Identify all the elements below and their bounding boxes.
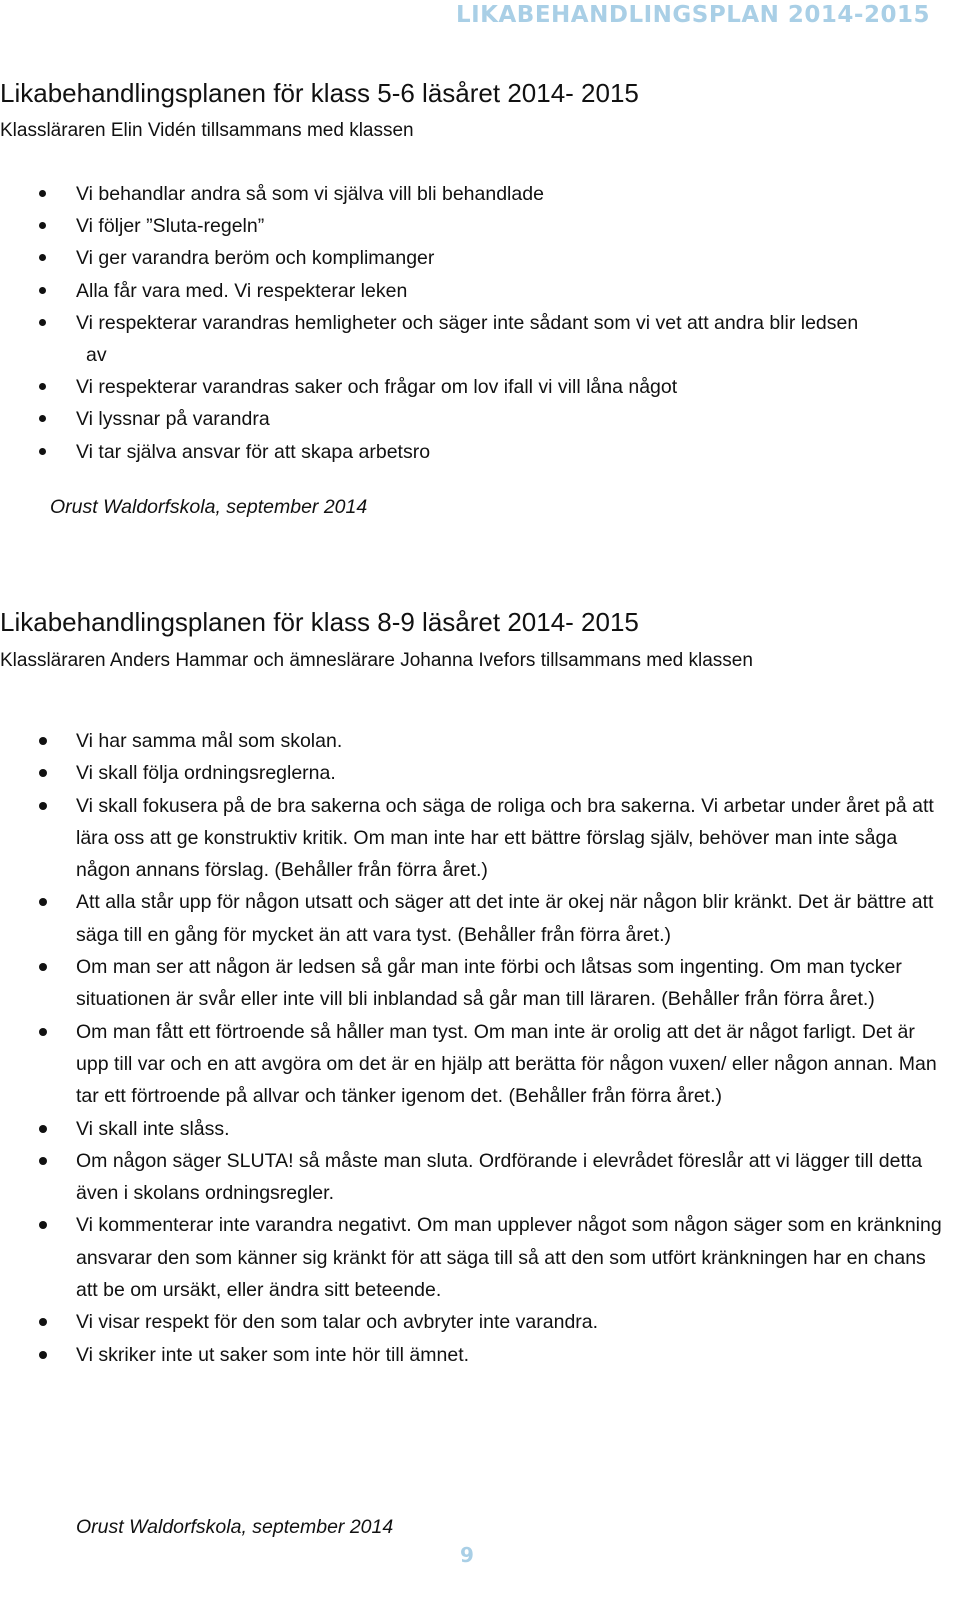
list-item: Om man ser att någon är ledsen så går man inte förbi och låtsas som ingenting. Om man tycker situationen är svår eller inte vill bli inblandad så går man till läraren. (Behåller från förra året.) xyxy=(76,951,946,1016)
list-item: Att alla står upp för någon utsatt och säger att det inte är okej när någon blir kränkt. Det är bättre att säga till en gång för mycket än att vara tyst. (Behåller från förra året.) xyxy=(76,886,946,951)
bullet-icon xyxy=(39,1028,47,1036)
list-item: Alla får vara med. Vi respekterar leken xyxy=(76,275,936,307)
bullet-icon xyxy=(39,1221,47,1229)
bullet-icon xyxy=(39,769,47,777)
list-item: Vi följer ”Sluta-regeln” xyxy=(76,210,936,242)
list-item: Vi visar respekt för den som talar och avbryter inte varandra. xyxy=(76,1306,946,1338)
bullet-icon xyxy=(39,1125,47,1133)
list-item: Vi skall fokusera på de bra sakerna och säga de roliga och bra sakerna. Vi arbetar under året på att lära oss att ge konstruktiv kritik. Om man inte har ett bättre förslag själv, behöver man inte såga någon annans förslag. (Behåller från förra året.) xyxy=(76,790,946,887)
list-item: Om man fått ett förtroende så håller man tyst. Om man inte är orolig att det är något farligt. Det är upp till var och en att avgöra om det är en hjälp att berätta för någon vuxen/ eller någon annan. Man tar ett förtroende på allvar och tänker igenom det. (Behåller från förra året.) xyxy=(76,1016,946,1113)
section1-heading: Likabehandlingsplanen för klass 5-6 läsåret 2014- 2015 xyxy=(0,78,639,108)
list-item: Vi behandlar andra så som vi själva vill bli behandlade xyxy=(76,178,936,210)
list-item: Vi kommenterar inte varandra negativt. Om man upplever något som någon säger som en kränkning ansvarar den som känner sig kränkt för att säga till så att den som utfört kränkningen har en chans att be om ursäkt, eller ändra sitt beteende. xyxy=(76,1209,946,1306)
bullet-icon xyxy=(39,448,46,455)
section1-list xyxy=(76,178,936,468)
section2-heading: Likabehandlingsplanen för klass 8-9 läsåret 2014- 2015 xyxy=(0,607,639,637)
bullet-icon xyxy=(39,190,46,197)
section1-signature: Orust Waldorfskola, september 2014 xyxy=(50,496,368,518)
page-header-title: LIKABEHANDLINGSPLAN 2014-2015 xyxy=(455,2,930,28)
bullet-icon xyxy=(39,802,47,810)
bullet-icon xyxy=(39,1157,47,1165)
bullet-icon xyxy=(39,415,46,422)
list-item: Vi respekterar varandras hemligheter och säger inte sådant som vi vet att andra blir ledsen av xyxy=(76,307,936,371)
bullet-icon xyxy=(39,737,47,745)
list-item: Vi har samma mål som skolan. xyxy=(76,725,946,757)
page-number: 9 xyxy=(460,1543,474,1567)
section2-signature: Orust Waldorfskola, september 2014 xyxy=(76,1516,394,1538)
bullet-icon xyxy=(39,319,46,326)
section2-subheading: Klassläraren Anders Hammar och ämneslärare Johanna Ivefors tillsammans med klassen xyxy=(0,650,753,671)
bullet-icon xyxy=(39,222,46,229)
list-item: Vi skall följa ordningsreglerna. xyxy=(76,757,946,789)
list-item-wrap-text: av xyxy=(86,344,107,367)
list-item: Vi respekterar varandras saker och frågar om lov ifall vi vill låna något xyxy=(76,371,936,403)
bullet-icon xyxy=(39,254,46,261)
list-item: Vi skall inte slåss. xyxy=(76,1113,946,1145)
bullet-icon xyxy=(39,898,47,906)
bullet-icon xyxy=(39,1318,47,1326)
list-item: Vi ger varandra beröm och komplimanger xyxy=(76,242,936,274)
bullet-icon xyxy=(39,383,46,390)
list-item: Vi tar själva ansvar för att skapa arbetsro xyxy=(76,436,936,468)
bullet-icon xyxy=(39,287,46,294)
bullet-icon xyxy=(39,963,47,971)
bullet-icon xyxy=(39,1351,47,1359)
list-item: Vi skriker inte ut saker som inte hör till ämnet. xyxy=(76,1339,946,1371)
list-item: Vi lyssnar på varandra xyxy=(76,403,936,435)
list-item: Om någon säger SLUTA! så måste man sluta. Ordförande i elevrådet föreslår att vi lägger till detta även i skolans ordningsregler. xyxy=(76,1145,946,1210)
section2-list xyxy=(76,725,946,1371)
section1-subheading: Klassläraren Elin Vidén tillsammans med klassen xyxy=(0,120,414,141)
